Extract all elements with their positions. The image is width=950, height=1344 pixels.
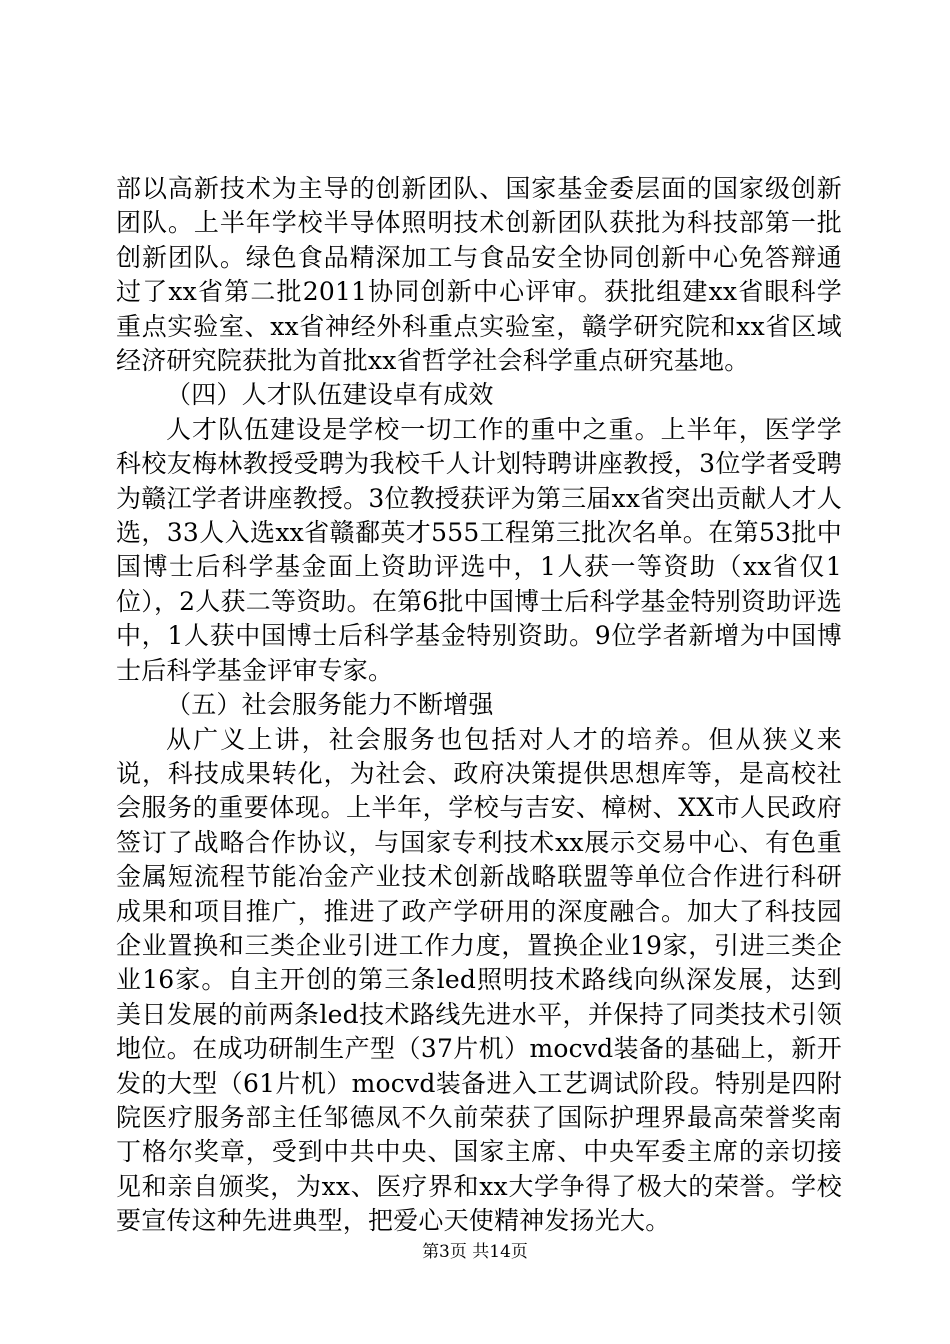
section-heading-social-service: （五）社会服务能力不断增强: [166, 690, 494, 720]
section-heading-talent: （四）人才队伍建设卓有成效: [166, 380, 494, 410]
page-number-label: 第3页 共14页: [422, 1242, 528, 1262]
document-body: [116, 172, 842, 1239]
page-footer: [0, 1242, 950, 1262]
paragraph-talent: 人才队伍建设是学校一切工作的重中之重。上半年，医学学科校友梅林教授受聘为我校千人计划特聘讲座教授，3位学者受聘为赣江学者讲座教授。3位教授获评为第三届xx省突出贡献人才人选，33人入选xx省赣鄱英才555工程第三批次名单。在第53批中国博士后科学基金面上资助评选中，1人获一等资助（xx省仅1位），2人获二等资助。在第6批中国博士后科学基金特别资助评选中，1人获中国博士后科学基金特别资助。9位学者新增为中国博士后科学基金评审专家。: [116, 414, 842, 685]
paragraph-innovation-teams: 部以高新技术为主导的创新团队、国家基金委层面的国家级创新团队。上半年学校半导体照明技术创新团队获批为科技部第一批创新团队。绿色食品精深加工与食品安全协同创新中心免答辩通过了xx省第二批2011协同创新中心评审。获批组建xx省眼科学重点实验室、xx省神经外科重点实验室，赣学研究院和xx省区域经济研究院获批为首批xx省哲学社会科学重点研究基地。: [116, 174, 842, 376]
paragraph-social-service: 从广义上讲，社会服务也包括对人才的培养。但从狭义来说，科技成果转化，为社会、政府决策提供思想库等，是高校社会服务的重要体现。上半年，学校与吉安、樟树、XX市人民政府签订了战略合作协议，与国家专利技术xx展示交易中心、有色重金属短流程节能冶金产业技术创新战略联盟等单位合作进行科研成果和项目推广，推进了政产学研用的深度融合。加大了科技园企业置换和三类企业引进工作力度，置换企业19家，引进三类企业16家。自主开创的第三条led照明技术路线向纵深发展，达到美日发展的前两条led技术路线先进水平，并保持了同类技术引领地位。在成功研制生产型（37片机）mocvd装备的基础上，新开发的大型（61片机）mocvd装备进入工艺调试阶段。特别是四附院医疗服务部主任邹德凤不久前荣获了国际护理界最高荣誉奖南丁格尔奖章，受到中共中央、国家主席、中央军委主席的亲切接见和亲自颁奖，为xx、医疗界和xx大学争得了极大的荣誉。学校要宣传这种先进典型，把爱心天使精神发扬光大。: [116, 724, 842, 1236]
